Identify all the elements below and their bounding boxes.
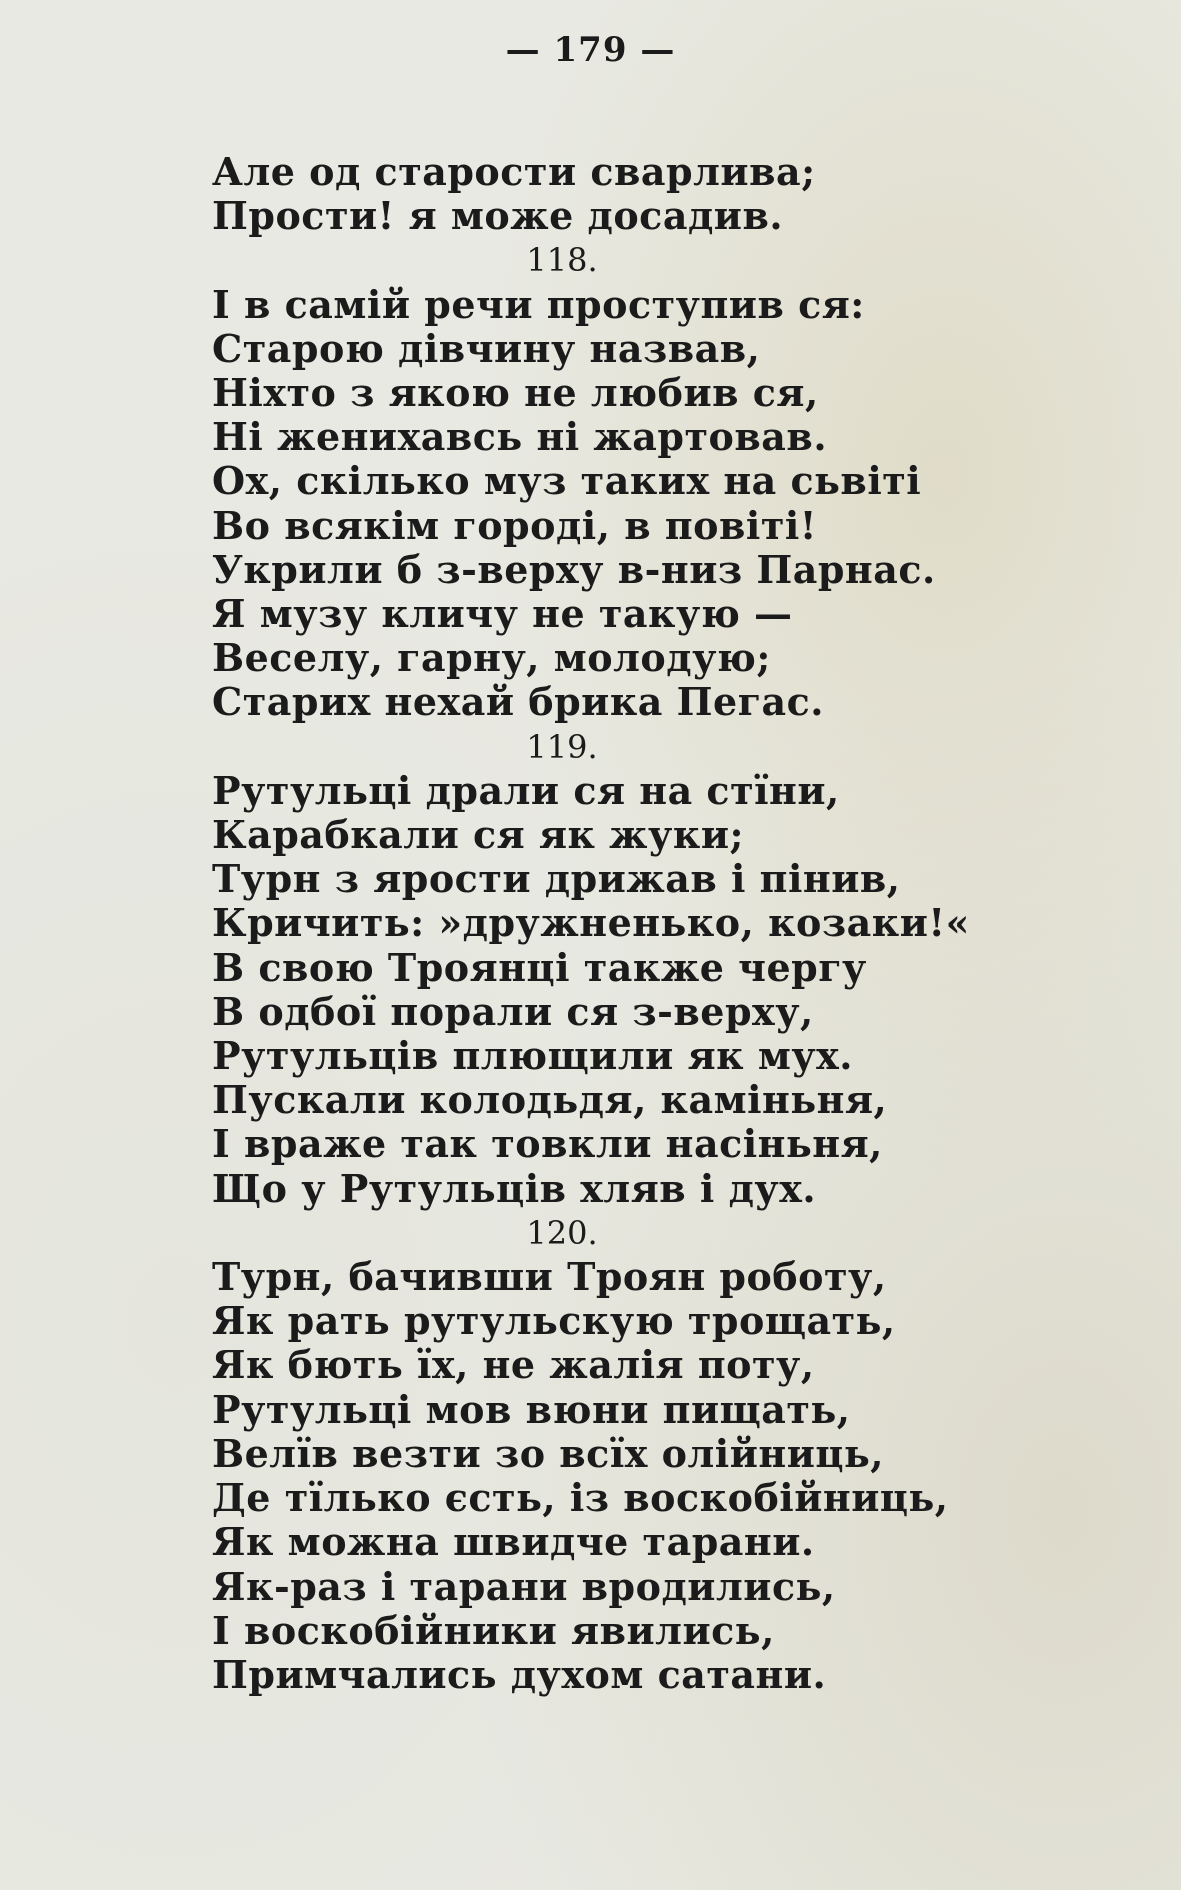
poem-line: Як можна швидче тарани. <box>212 1519 815 1565</box>
poem-line: Укрили б з-верху в-низ Парнас. <box>212 546 936 592</box>
poem-line: Але од старости сварлива; <box>212 149 816 194</box>
poem-line: Карабкали ся як жуки; <box>212 812 745 858</box>
poem-line: Рутульці мов вюни пищать, <box>212 1386 851 1432</box>
poem-line: Де тїлько єсть, із воскобійниць, <box>212 1475 949 1521</box>
poem-line: Ніхто з якою не любив ся, <box>212 370 819 416</box>
poem-line: І воскобійники явились, <box>212 1607 775 1653</box>
poem-line: В одбої порали ся з-верху, <box>212 988 814 1034</box>
poem-line: Турн з ярости дрижав і пінив, <box>212 856 901 902</box>
poem-line: В свою Троянці также чергу <box>212 944 867 990</box>
poem-line: І враже так товкли насіньня, <box>212 1121 883 1167</box>
poem-line: Старою дівчину назвав, <box>212 325 761 371</box>
poem-line: Що у Рутульців хляв і дух. <box>212 1165 817 1211</box>
poem-line: І в самій речи проступив ся: <box>212 281 865 327</box>
poem-line: Во всякім городі, в повіті! <box>212 502 817 548</box>
poem-line: Старих нехай брика Пегас. <box>212 679 824 725</box>
poem-line: Веселу, гарну, молодую; <box>212 635 771 681</box>
poem-line: Рутульці драли ся на стїни, <box>212 767 840 813</box>
poem-line: Велїв везти зо всїх олійниць, <box>212 1430 884 1476</box>
poem-text <box>212 150 972 1697</box>
poem-line: Як-раз і тарани вродились, <box>212 1563 836 1609</box>
poem-line: Ох, скілько муз таких на сьвіті <box>212 458 922 504</box>
poem-line: Як рать рутульскую трощать, <box>212 1298 896 1344</box>
page-number: — 179 — <box>505 30 676 70</box>
stanza-number: 120. <box>526 1213 598 1252</box>
poem-line: Пускали колодьдя, каміньня, <box>212 1077 888 1123</box>
poem-line: Ні женихавсь ні жартовав. <box>212 414 828 460</box>
poem-line: Турн, бачивши Троян роботу, <box>212 1254 887 1300</box>
poem-line: Прости! я може досадив. <box>212 193 784 239</box>
poem-line: Рутульців плющили як мух. <box>212 1033 854 1079</box>
stanza-number: 119. <box>526 727 598 766</box>
poem-line: Як бють їх, не жалія поту, <box>212 1342 815 1388</box>
poem-line: Примчались духом сатани. <box>212 1651 827 1697</box>
poem-line: Кричить: »дружненько, козаки!« <box>212 900 970 946</box>
poem-line: Я музу кличу не такую — <box>212 591 793 637</box>
stanza-number: 118. <box>526 241 598 280</box>
